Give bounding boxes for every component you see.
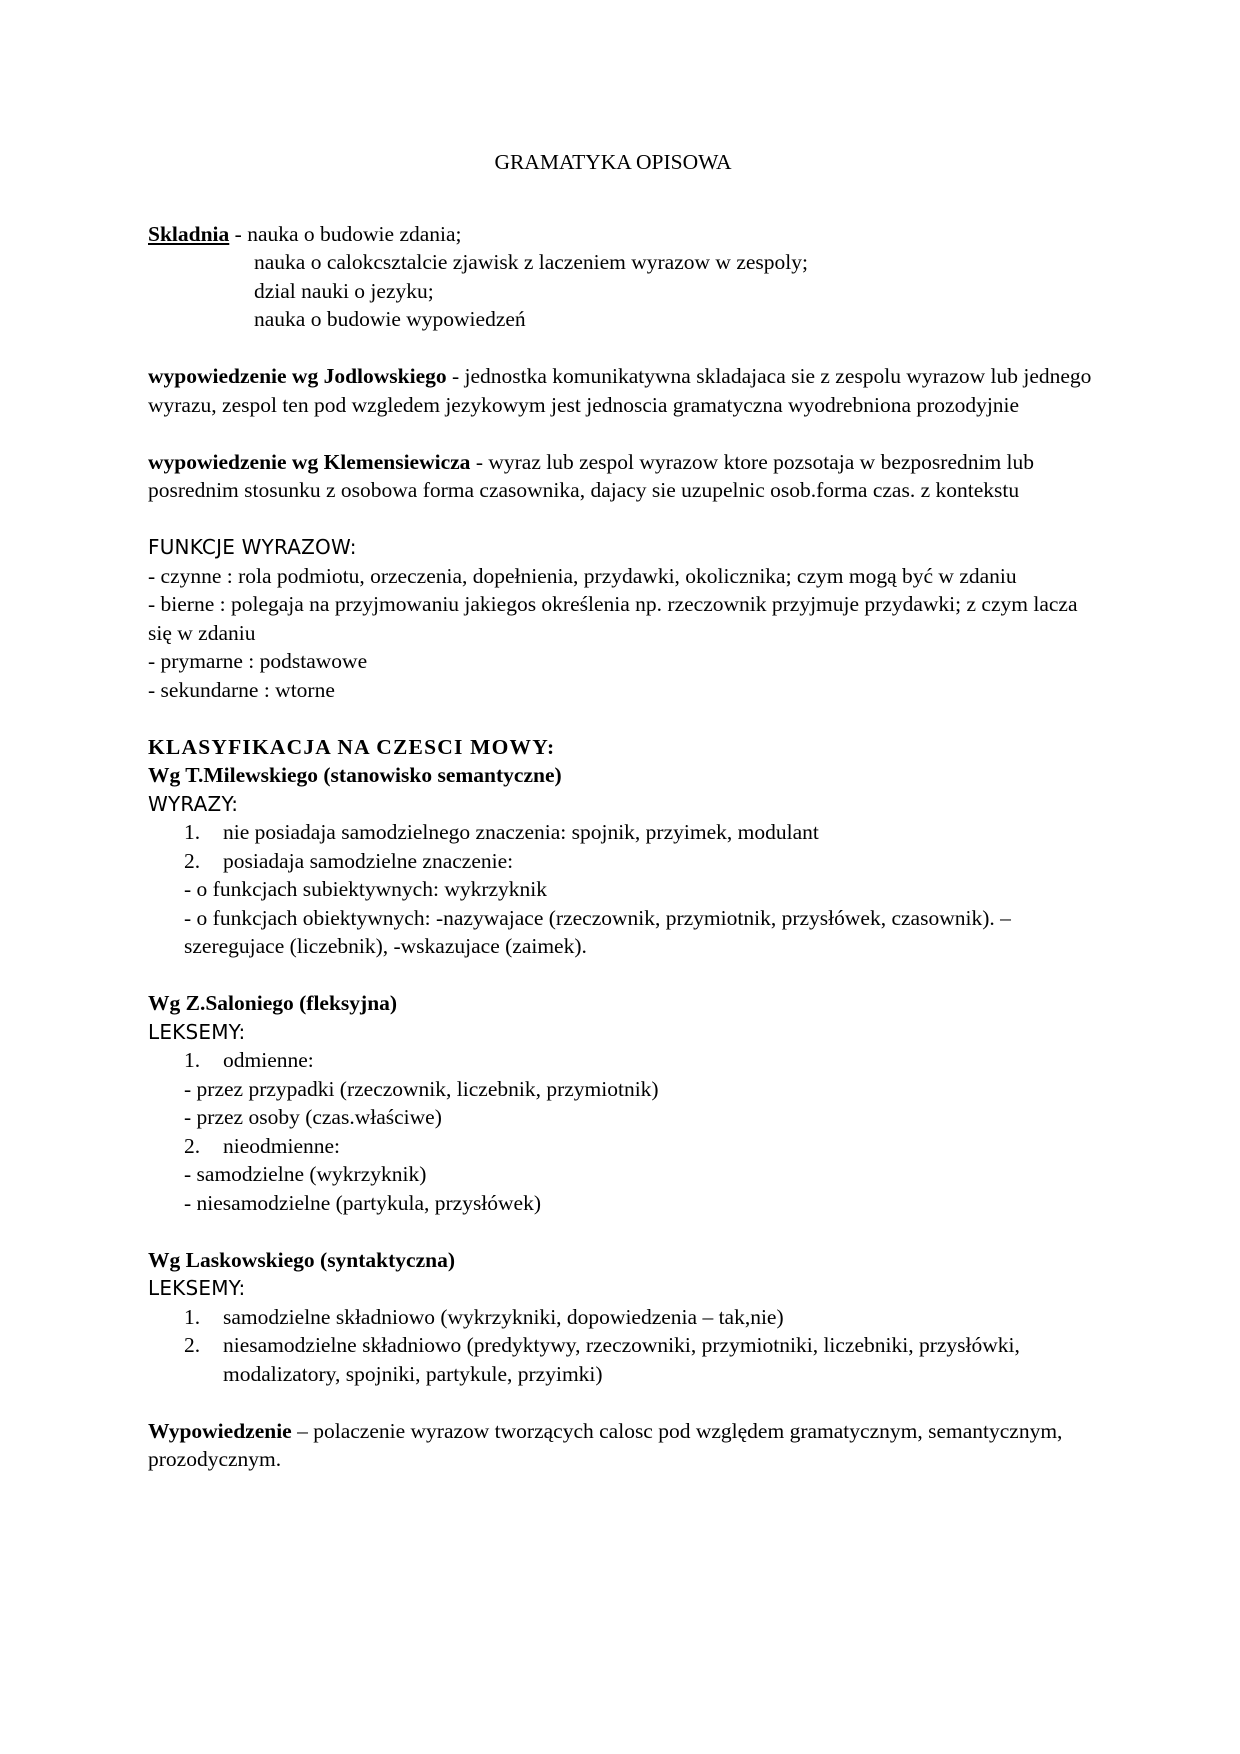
skladnia-line: dzial nauki o jezyku; [254,278,434,303]
wypowiedzenie-jodlowski [148,362,1098,419]
skladnia-term: Skladnia [148,221,230,246]
milewski-item-text: posiadaja samodzielne znaczenie: [223,848,514,873]
wypowiedzenie-term: Wypowiedzenie [148,1418,292,1443]
skladnia-first: - nauka o budowie zdania; [229,221,462,246]
list-number: 1. [184,1048,201,1072]
laskowski-heading: Wg Laskowskiego (syntaktyczna) [148,1247,455,1272]
funkcje-heading: FUNKCJE WYRAZOW: [148,535,357,559]
funkcje-item: - prymarne : podstawowe [148,649,368,673]
klemensiewicz-text: - wyraz lub zespol wyrazow ktore pozsotaja w bezposrednim lub posrednim stosunku z osobowa forma czasownika, dajacy sie uzupelnic osob.forma czas. z kontekstu [148,449,1035,502]
laskowski-item [148,1331,1098,1388]
laskowski-item-text: niesamodzielne składniowo (predyktywy, rzeczowniki, przymiotniki, liczebniki, przysłówki, modalizatory, spojniki, partykule, przyimki) [223,1333,1020,1386]
list-number: 2. [184,1333,201,1357]
laskowski-label: LEKSEMY: [148,1276,246,1300]
milewski-heading: Wg T.Milewskiego (stanowisko semantyczne) [148,763,562,787]
milewski-label: WYRAZY: [148,791,239,816]
saloni-subitem: - przez przypadki (rzeczownik, liczebnik, przymiotnik) [184,1076,659,1101]
list-number: 2. [184,848,201,873]
saloni-subitem: - samodzielne (wykrzyknik) [184,1162,427,1186]
jodlowski-term: wypowiedzenie wg Jodlowskiego [148,364,447,388]
wypowiedzenie-text: – polaczenie wyrazow tworzących calosc pod względem gramatycznym, semantycznym, prozodycznym. [148,1418,1063,1471]
klemensiewicz-term: wypowiedzenie wg Klemensiewicza [148,449,471,474]
milewski-subitem: - o funkcjach obiektywnych: -nazywajace (rzeczownik, przymiotnik, przysłówek, czasownik). –szeregujace (liczebnik), -wskazujace (zaimek). [184,905,1011,958]
skladnia-line: nauka o calokcsztalcie zjawisk z laczeniem wyrazow w zespoly; [254,250,808,274]
saloni-item [148,1132,1098,1161]
laskowski-item-text: samodzielne składniowo (wykrzykniki, dopowiedzenia – tak,nie) [223,1304,784,1329]
document-body [148,148,1098,1474]
skladnia-definition [148,220,1098,249]
milewski-item [148,818,1098,847]
skladnia-line: nauka o budowie wypowiedzeń [254,307,526,331]
laskowski-item [148,1303,1098,1332]
wypowiedzenie-klemensiewicz [148,448,1098,505]
saloni-item-text: nieodmienne: [223,1133,341,1158]
list-number: 2. [184,1133,201,1158]
list-number: 1. [184,1304,201,1329]
milewski-item [148,847,1098,876]
list-number: 1. [184,820,201,844]
jodlowski-text: - jednostka komunikatywna skladajaca sie z zespolu wyrazow lub jednego wyrazu, zespol ten pod wzgledem jezykowym jest jednoscia gramatyczna wyodrebniona prozodyjnie [148,364,1092,417]
funkcje-item: - sekundarne : wtorne [148,677,335,702]
saloni-item-text: odmienne: [223,1048,314,1072]
funkcje-item: - czynne : rola podmiotu, orzeczenia, dopełnienia, przydawki, okolicznika; czym mogą być w zdaniu [148,563,1017,588]
klasyfikacja-heading: KLASYFIKACJA NA CZESCI MOWY: [148,734,556,759]
milewski-item-text: nie posiadaja samodzielnego znaczenia: spojnik, przyimek, modulant [223,820,819,844]
funkcje-item: - bierne : polegaja na przyjmowaniu jakiegos określenia np. rzeczownik przyjmuje przydawki; z czym lacza się w zdaniu [148,592,1078,645]
saloni-subitem: - przez osoby (czas.właściwe) [184,1105,442,1129]
page-title: GRAMATYKA OPISOWA [494,150,732,174]
saloni-item [148,1046,1098,1075]
wypowiedzenie-definition [148,1417,1098,1474]
milewski-subitem: - o funkcjach subiektywnych: wykrzyknik [184,877,548,901]
saloni-subitem: - niesamodzielne (partykula, przysłówek) [184,1190,542,1215]
saloni-heading: Wg Z.Saloniego (fleksyjna) [148,991,398,1015]
saloni-label: LEKSEMY: [148,1019,246,1044]
